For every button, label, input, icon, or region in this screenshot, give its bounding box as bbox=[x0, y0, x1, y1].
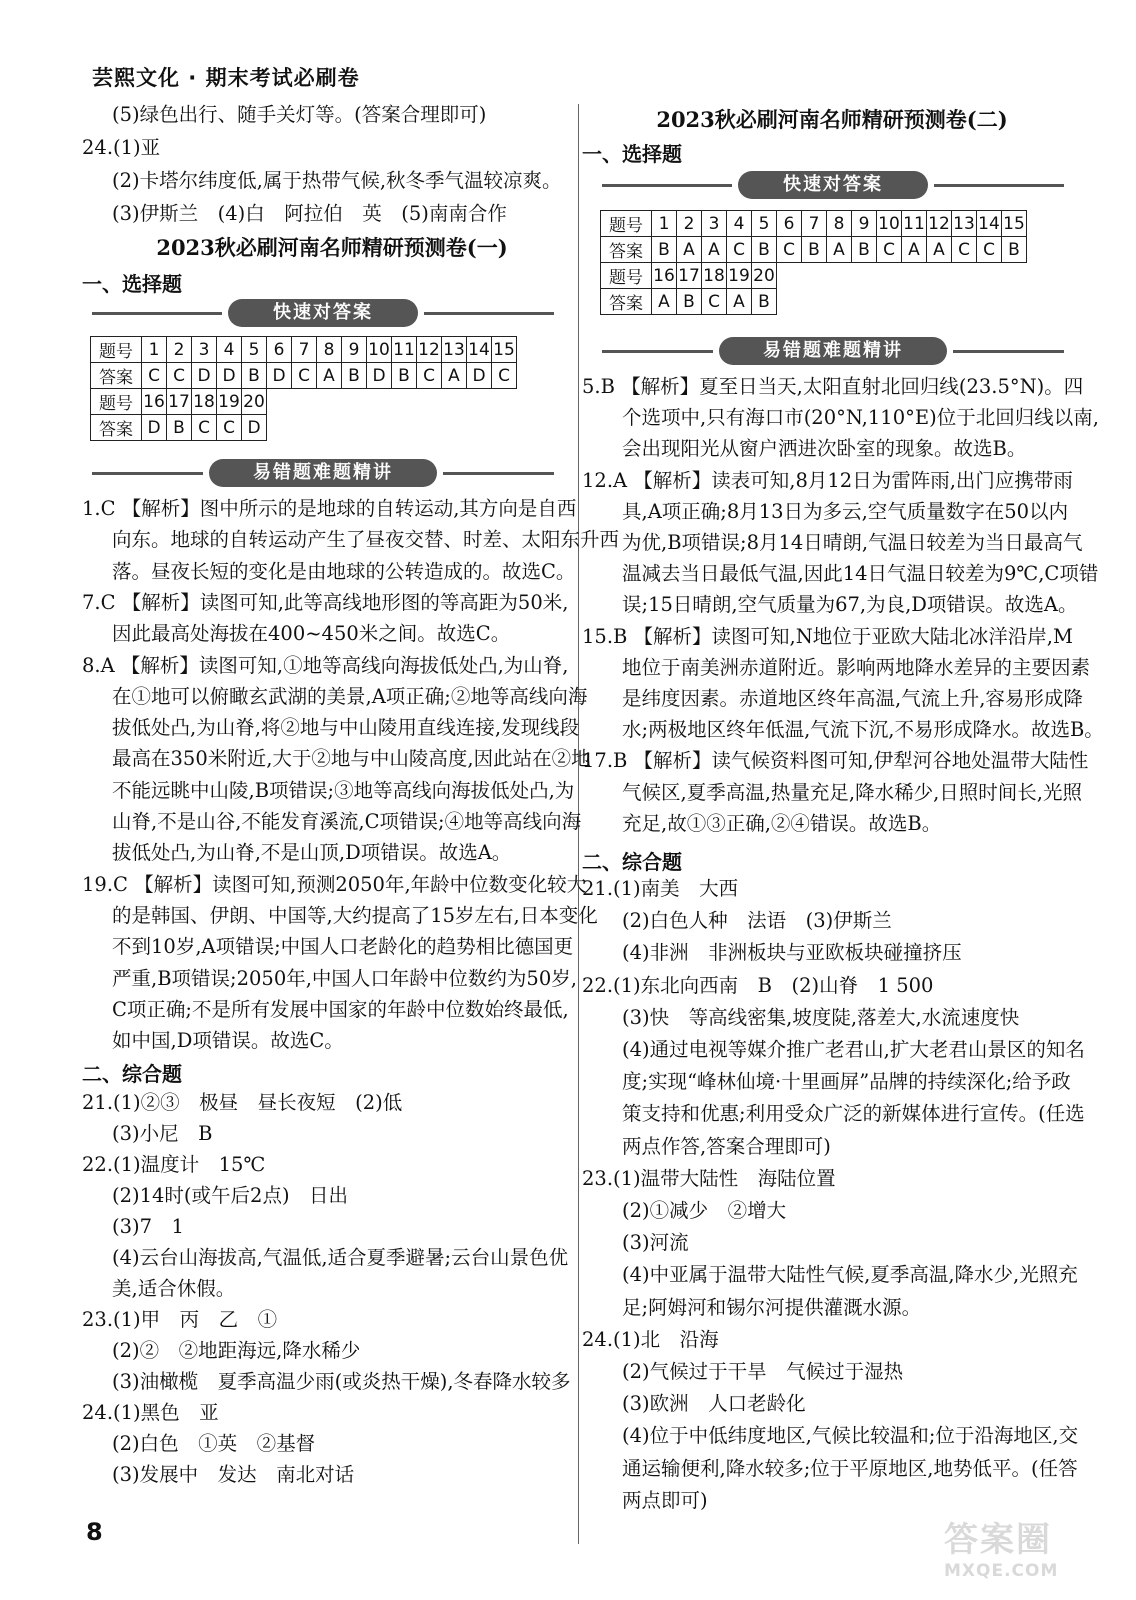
left-explain-line: 7.C 【解析】读图可知,此等高线地形图的等高距为50米, bbox=[82, 590, 569, 614]
right-explain-line: 具,A项正确;8月13日为多云,空气质量数字在50以内 bbox=[622, 499, 1069, 523]
right-table-row-label: 题号 bbox=[601, 263, 652, 289]
right-comprehensive-line: 策支持和优惠;利用受众广泛的新媒体进行宣传。(任选 bbox=[622, 1102, 1085, 1126]
right-comprehensive-line: (3)快 等高线密集,坡度陡,落差大,水流速度快 bbox=[622, 1005, 1020, 1029]
left-answer-cell: C bbox=[167, 363, 192, 389]
left-table-row bbox=[91, 337, 517, 363]
left-comprehensive-line: (4)云台山海拔高,气温低,适合夏季避暑;云台山景色优 bbox=[112, 1246, 569, 1269]
left-table-row-label: 答案 bbox=[91, 415, 142, 441]
left-explain-line: 严重,B项错误;2050年,中国人口年龄中位数约为50岁, bbox=[112, 966, 577, 990]
left-answer-cell: C bbox=[192, 415, 217, 441]
left-explain-line: 如中国,D项错误。故选C。 bbox=[112, 1029, 344, 1053]
right-explain-line: 个选项中,只有海口市(20°N,110°E)位于北回归线以南, bbox=[622, 406, 1099, 430]
left-explain-line: 山脊,不是山谷,不能发育溪流,C项错误;④地等高线向海 bbox=[112, 810, 582, 833]
left-question-number: 6 bbox=[267, 337, 292, 363]
left-comprehensive-line: (2)14时(或午后2点) 日出 bbox=[112, 1184, 349, 1207]
left-comprehensive-line: 24.(1)黑色 亚 bbox=[82, 1401, 219, 1424]
right-comprehensive-line: (2)气候过于干旱 气候过于湿热 bbox=[622, 1360, 904, 1383]
right-explain-line: 充足,故①③正确,②④错误。故选B。 bbox=[622, 811, 942, 835]
right-explain-line: 17.B 【解析】读气候资料图可知,伊犁河谷地处温带大陆性 bbox=[582, 749, 1089, 773]
right-question-number: 13 bbox=[952, 211, 977, 237]
left-comprehensive-line: (3)小尼 B bbox=[112, 1122, 213, 1145]
right-comprehensive-line: (3)欧洲 人口老龄化 bbox=[622, 1392, 806, 1416]
right-answer-cell: C bbox=[702, 289, 727, 315]
right-question-number: 11 bbox=[902, 211, 927, 237]
right-comprehensive-line: 度;实现“峰林仙境·十里画屏”品牌的持续深化;给予政 bbox=[622, 1070, 1071, 1094]
right-explain-line: 气候区,夏季高温,热量充足,降水稀少,日照时间长,光照 bbox=[622, 780, 1082, 804]
left-question-number: 1 bbox=[142, 337, 167, 363]
right-comprehensive-line: (2)白色人种 法语 (3)伊斯兰 bbox=[622, 909, 892, 933]
right-banner-hard bbox=[602, 336, 1064, 366]
left-table-row-label: 题号 bbox=[91, 389, 142, 415]
right-question-number: 19 bbox=[727, 263, 752, 289]
right-exam-title: 2023秋必刷河南名师精研预测卷(二) bbox=[656, 107, 1008, 132]
left-section-comprehensive: 二、综合题 bbox=[82, 1062, 182, 1086]
left-explain-line: 拔低处凸,为山脊,不是山顶,D项错误。故选A。 bbox=[112, 841, 512, 865]
right-banner-hard-label: 易错题难题精讲 bbox=[719, 337, 947, 365]
left-answer-cell: A bbox=[317, 363, 342, 389]
left-question-number: 2 bbox=[167, 337, 192, 363]
right-comprehensive-line: 足;阿姆河和锡尔河提供灌溉水源。 bbox=[622, 1295, 922, 1319]
right-explain-line: 为优,B项错误;8月14日晴朗,气温日较差为当日最高气 bbox=[622, 531, 1083, 554]
right-explain-line: 12.A 【解析】读表可知,8月12日为雷阵雨,出门应携带雨 bbox=[582, 468, 1073, 492]
left-answer-cell: D bbox=[192, 363, 217, 389]
left-comprehensive-line: 美,适合休假。 bbox=[112, 1277, 236, 1300]
right-explain-line: 误;15日晴朗,空气质量为67,为良,D项错误。故选A。 bbox=[622, 593, 1078, 617]
right-banner-quick-label: 快速对答案 bbox=[738, 171, 928, 199]
left-table-row-label: 答案 bbox=[91, 363, 142, 389]
right-comprehensive-line: 两点即可) bbox=[622, 1488, 708, 1512]
left-comprehensive-line: (3)发展中 发达 南北对话 bbox=[112, 1463, 355, 1486]
left-answer-cell: D bbox=[367, 363, 392, 389]
left-question-number: 3 bbox=[192, 337, 217, 363]
left-table-row bbox=[91, 415, 517, 441]
right-answer-cell: C bbox=[977, 237, 1002, 263]
right-question-number: 10 bbox=[877, 211, 902, 237]
right-answer-table bbox=[600, 210, 1027, 315]
left-answer-cell: D bbox=[142, 415, 167, 441]
right-answer-cell: A bbox=[927, 237, 952, 263]
right-table-row bbox=[601, 289, 1027, 315]
left-top-answer-line: (3)伊斯兰 (4)白 阿拉伯 英 (5)南南合作 bbox=[112, 202, 507, 225]
left-comprehensive-line: (2)白色 ①英 ②基督 bbox=[112, 1432, 316, 1455]
right-explain-line: 会出现阳光从窗户洒进次卧室的现象。故选B。 bbox=[622, 437, 1027, 461]
right-answer-cell: B bbox=[802, 237, 827, 263]
right-answer-cell: A bbox=[652, 289, 677, 315]
right-comprehensive-line: (4)非洲 非洲板块与亚欧板块碰撞挤压 bbox=[622, 941, 962, 965]
left-answer-cell: A bbox=[442, 363, 467, 389]
left-answer-cell: C bbox=[417, 363, 442, 389]
page-number: 8 bbox=[86, 1518, 103, 1546]
left-comprehensive-line: (3)油橄榄 夏季高温少雨(或炎热干燥),冬春降水较多 bbox=[112, 1370, 571, 1393]
right-comprehensive-line: (3)河流 bbox=[622, 1231, 689, 1255]
left-explain-line: 因此最高处海拔在400~450米之间。故选C。 bbox=[112, 622, 511, 646]
left-answer-cell: B bbox=[342, 363, 367, 389]
right-comprehensive-line: 22.(1)东北向西南 B (2)山脊 1 500 bbox=[582, 973, 934, 997]
left-table-row bbox=[91, 363, 517, 389]
right-question-number: 1 bbox=[652, 211, 677, 237]
right-question-number: 9 bbox=[852, 211, 877, 237]
right-answer-cell: A bbox=[827, 237, 852, 263]
right-answer-cell: B bbox=[852, 237, 877, 263]
watermark-url: MXQE.COM bbox=[944, 1561, 1059, 1581]
left-comprehensive-line: 23.(1)甲 丙 乙 ① bbox=[82, 1308, 278, 1331]
right-answer-cell: C bbox=[877, 237, 902, 263]
left-question-number: 12 bbox=[417, 337, 442, 363]
right-question-number: 3 bbox=[702, 211, 727, 237]
right-answer-cell: B bbox=[752, 237, 777, 263]
right-question-number: 20 bbox=[752, 263, 777, 289]
left-banner-hard-rule-right bbox=[443, 472, 554, 475]
right-answer-cell: C bbox=[952, 237, 977, 263]
left-answer-cell: D bbox=[217, 363, 242, 389]
right-comprehensive-line: 通运输便利,降水较多;位于平原地区,地势低平。(任答 bbox=[622, 1456, 1078, 1480]
left-banner-quick-rule-left bbox=[92, 312, 222, 315]
left-question-number: 7 bbox=[292, 337, 317, 363]
left-comprehensive-line: (2)② ②地距海远,降水稀少 bbox=[112, 1339, 361, 1362]
right-table-row-label: 答案 bbox=[601, 237, 652, 263]
right-banner-quick bbox=[602, 170, 1064, 200]
right-explain-line: 5.B 【解析】夏至日当天,太阳直射北回归线(23.5°N)。四 bbox=[582, 375, 1084, 398]
left-answer-cell: B bbox=[392, 363, 417, 389]
left-question-number: 20 bbox=[242, 389, 267, 415]
right-question-number: 12 bbox=[927, 211, 952, 237]
left-banner-hard bbox=[92, 458, 554, 488]
right-table-row bbox=[601, 211, 1027, 237]
right-comprehensive-line: (4)通过电视等媒介推广老君山,扩大老君山景区的知名 bbox=[622, 1038, 1085, 1061]
right-answer-cell: B bbox=[677, 289, 702, 315]
left-explain-line: 在①地可以俯瞰玄武湖的美景,A项正确;②地等高线向海 bbox=[112, 684, 588, 708]
left-question-number: 4 bbox=[217, 337, 242, 363]
right-answer-cell: A bbox=[727, 289, 752, 315]
left-answer-cell: B bbox=[242, 363, 267, 389]
left-top-answer-line: (2)卡塔尔纬度低,属于热带气候,秋冬季气温较凉爽。 bbox=[112, 169, 562, 192]
left-question-number: 17 bbox=[167, 389, 192, 415]
page-header: 芸熙文化 · 期末考试必刷卷 bbox=[92, 66, 360, 90]
left-answer-table bbox=[90, 336, 517, 441]
left-question-number: 13 bbox=[442, 337, 467, 363]
left-question-number: 15 bbox=[492, 337, 517, 363]
left-top-answer-line: (5)绿色出行、随手关灯等。(答案合理即可) bbox=[112, 103, 487, 126]
right-answer-cell: C bbox=[777, 237, 802, 263]
left-explain-line: 1.C 【解析】图中所示的是地球的自转运动,其方向是自西 bbox=[82, 497, 577, 520]
left-answer-cell: D bbox=[467, 363, 492, 389]
right-section-choice: 一、选择题 bbox=[582, 142, 682, 166]
right-question-number: 15 bbox=[1002, 211, 1027, 237]
right-section-comprehensive: 二、综合题 bbox=[582, 850, 682, 874]
right-banner-quick-rule-left bbox=[602, 184, 732, 187]
left-answer-cell: D bbox=[242, 415, 267, 441]
right-comprehensive-line: (4)中亚属于温带大陆性气候,夏季高温,降水少,光照充 bbox=[622, 1263, 1078, 1287]
watermark-text: 答案圈 bbox=[944, 1520, 1052, 1560]
left-table-row bbox=[91, 389, 517, 415]
left-question-number: 16 bbox=[142, 389, 167, 415]
right-answer-cell: B bbox=[1002, 237, 1027, 263]
right-answer-cell: A bbox=[677, 237, 702, 263]
left-question-number: 19 bbox=[217, 389, 242, 415]
right-question-number: 8 bbox=[827, 211, 852, 237]
left-banner-quick-label: 快速对答案 bbox=[228, 299, 418, 327]
left-question-number: 8 bbox=[317, 337, 342, 363]
left-banner-hard-rule-left bbox=[92, 472, 203, 475]
right-question-number: 2 bbox=[677, 211, 702, 237]
right-explain-line: 温减去当日最低气温,因此14日气温日较差为9℃,C项错 bbox=[622, 562, 1099, 586]
left-explain-line: 不能远眺中山陵,B项错误;③地等高线向海拔低处凸,为 bbox=[112, 778, 575, 802]
right-comprehensive-line: 21.(1)南美 大西 bbox=[582, 877, 739, 900]
left-answer-cell: B bbox=[167, 415, 192, 441]
left-answer-cell: C bbox=[142, 363, 167, 389]
left-question-number: 9 bbox=[342, 337, 367, 363]
right-explain-line: 15.B 【解析】读图可知,N地位于亚欧大陆北冰洋沿岸,M bbox=[582, 624, 1073, 648]
right-banner-quick-rule-right bbox=[934, 184, 1064, 187]
right-banner-hard-rule-left bbox=[602, 350, 713, 353]
left-answer-cell: D bbox=[267, 363, 292, 389]
right-table-row bbox=[601, 237, 1027, 263]
left-answer-cell: C bbox=[292, 363, 317, 389]
right-explain-line: 水;两极地区终年低温,气流下沉,不易形成降水。故选B。 bbox=[622, 718, 1104, 742]
left-explain-line: 的是韩国、伊朗、中国等,大约提高了15岁左右,日本变化 bbox=[112, 903, 598, 927]
left-explain-line: C项正确;不是所有发展中国家的年龄中位数始终最低, bbox=[112, 997, 569, 1021]
left-banner-quick bbox=[92, 298, 554, 328]
left-explain-line: 落。昼夜长短的变化是由地球的公转造成的。故选C。 bbox=[112, 559, 576, 583]
left-banner-quick-rule-right bbox=[424, 312, 554, 315]
left-section-choice: 一、选择题 bbox=[82, 272, 182, 296]
left-question-number: 5 bbox=[242, 337, 267, 363]
left-explain-line: 19.C 【解析】读图可知,预测2050年,年龄中位数变化较大 bbox=[82, 872, 587, 896]
right-answer-cell: A bbox=[702, 237, 727, 263]
right-answer-cell: B bbox=[752, 289, 777, 315]
right-table-row-label: 答案 bbox=[601, 289, 652, 315]
watermark bbox=[944, 1512, 1094, 1590]
right-question-number: 7 bbox=[802, 211, 827, 237]
left-top-answer-line: 24.(1)亚 bbox=[82, 136, 161, 159]
left-answer-cell: C bbox=[217, 415, 242, 441]
right-comprehensive-line: 两点作答,答案合理即可) bbox=[622, 1134, 831, 1158]
right-table-row-label: 题号 bbox=[601, 211, 652, 237]
left-table-row-label: 题号 bbox=[91, 337, 142, 363]
left-answer-cell: C bbox=[492, 363, 517, 389]
right-question-number: 17 bbox=[677, 263, 702, 289]
right-question-number: 16 bbox=[652, 263, 677, 289]
right-comprehensive-line: 23.(1)温带大陆性 海陆位置 bbox=[582, 1166, 836, 1190]
left-explain-line: 拔低处凸,为山脊,将②地与中山陵用直线连接,发现线段 bbox=[112, 716, 580, 740]
left-comprehensive-line: 22.(1)温度计 15℃ bbox=[82, 1153, 266, 1176]
right-explain-line: 地位于南美洲赤道附近。影响两地降水差异的主要因素 bbox=[622, 655, 1091, 679]
left-explain-line: 8.A 【解析】读图可知,①地等高线向海拔低处凸,为山脊, bbox=[82, 653, 569, 677]
right-explain-line: 是纬度因素。赤道地区终年高温,气流上升,容易形成降 bbox=[622, 687, 1083, 710]
right-question-number: 14 bbox=[977, 211, 1002, 237]
left-explain-line: 不到10岁,A项错误;中国人口老龄化的趋势相比德国更 bbox=[112, 935, 574, 959]
left-comprehensive-line: (3)7 1 bbox=[112, 1215, 184, 1238]
right-question-number: 4 bbox=[727, 211, 752, 237]
right-comprehensive-line: (2)①减少 ②增大 bbox=[622, 1199, 787, 1222]
right-answer-cell: A bbox=[902, 237, 927, 263]
right-question-number: 5 bbox=[752, 211, 777, 237]
left-question-number: 10 bbox=[367, 337, 392, 363]
right-table-row bbox=[601, 263, 1027, 289]
right-question-number: 18 bbox=[702, 263, 727, 289]
right-answer-cell: C bbox=[727, 237, 752, 263]
right-comprehensive-line: 24.(1)北 沿海 bbox=[582, 1327, 719, 1351]
left-question-number: 11 bbox=[392, 337, 417, 363]
left-comprehensive-line: 21.(1)②③ 极昼 昼长夜短 (2)低 bbox=[82, 1091, 403, 1114]
left-explain-line: 向东。地球的自转运动产生了昼夜交替、时差、太阳东升西 bbox=[112, 528, 620, 552]
left-banner-hard-label: 易错题难题精讲 bbox=[209, 459, 437, 487]
left-question-number: 14 bbox=[467, 337, 492, 363]
left-question-number: 18 bbox=[192, 389, 217, 415]
right-banner-hard-rule-right bbox=[953, 350, 1064, 353]
left-explain-line: 最高在350米附近,大于②地与中山陵高度,因此站在②地 bbox=[112, 747, 591, 771]
right-answer-cell: B bbox=[652, 237, 677, 263]
right-comprehensive-line: (4)位于中低纬度地区,气候比较温和;位于沿海地区,交 bbox=[622, 1424, 1079, 1448]
left-exam-title: 2023秋必刷河南名师精研预测卷(一) bbox=[156, 235, 508, 260]
right-question-number: 6 bbox=[777, 211, 802, 237]
